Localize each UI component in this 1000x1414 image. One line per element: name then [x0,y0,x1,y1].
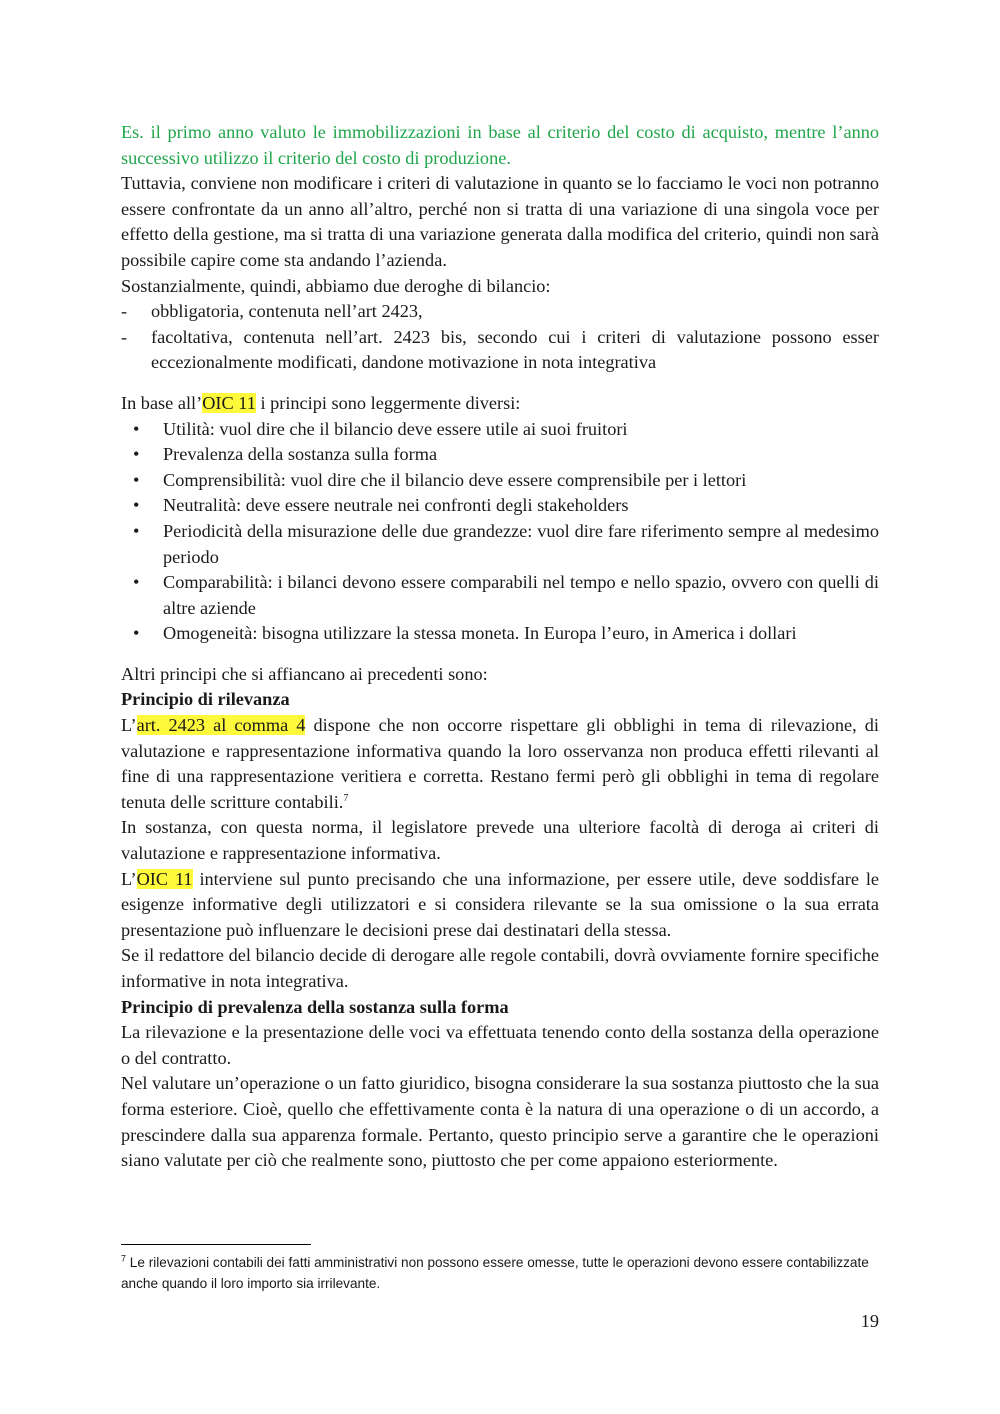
bullet-marker: • [133,520,140,541]
paragraph: Se il redattore del bilancio decide di derogare alle regole contabili, dovrà ovviamente fornire specifiche informative in nota integrativa. [121,945,879,991]
bullet-marker: • [133,418,140,439]
paragraph: Altri principi che si affiancano ai precedenti sono: [121,663,488,684]
bullet-marker: • [133,572,140,593]
example-paragraph: Es. il primo anno valuto le immobilizzazioni in base al criterio del costo di acquisto, mentre l’anno successivo utilizzo il criterio del costo di produzione. [121,122,879,168]
highlighted-text: OIC 11 [202,392,256,413]
paragraph: In sostanza, con questa norma, il legislatore prevede una ulteriore facoltà di deroga ai criteri di valutazione e rappresentazione informativa. [121,817,879,864]
paragraph: La rilevazione e la presentazione delle voci va effettuata tenendo conto della sostanza della operazione o del contratto. [121,1022,879,1068]
list-item: - obbligatoria, contenuta nell’art 2423, [121,299,879,325]
paragraph: Tuttavia, conviene non modificare i criteri di valutazione in quanto se lo facciamo le voci non potranno essere confrontate da un anno all’altro, perché non si tratta di una variazione di una singola voce per effetto della gestione, ma si tratta di una variazione generata dalla modifica del criterio, quindi non sarà possibile capire come sta andando l’azienda. [121,173,879,270]
bullet-marker: • [133,469,140,490]
highlighted-text: art. 2423 al comma 4 [136,715,306,736]
bullet-marker: • [133,444,140,465]
paragraph: Nel valutare un’operazione o un fatto giuridico, bisogna considerare la sua sostanza piuttosto che la sua forma esteriore. Cioè, quello che effettivamente conta è la natura di una operazione o di un accordo, a prescindere dalla sua apparenza formale. Pertanto, questo principio serve a garantire che le operazioni siano valutate per ciò che realmente sono, piuttosto che per come appaiono esteriormente. [121,1073,879,1171]
section-heading: Principio di rilevanza [121,689,290,710]
paragraph: L’art. 2423 al comma 4 dispone che non occorre rispettare gli obblighi in tema di rilevazione, di valutazione e rappresentazione informativa quando la loro osservanza non produca effetti rilevanti al fine di una rappresentazione veritiera e corretta. Restano fermi però gli obblighi in tema di regolare tenuta delle scritture contabili.$^7$ [121,715,879,812]
footnote: $^7$ Le rilevazioni contabili dei fatti amministrativi non possono essere omesse, tutte le operazioni devono essere contabilizzate anche quando il loro importo sia irrilevante. [121,1253,869,1291]
list-item: • Utilità: vuol dire che il bilancio deve essere utile ai suoi fruitori [121,417,879,443]
footnote-separator [121,1244,311,1245]
paragraph: Sostanzialmente, quindi, abbiamo due deroghe di bilancio: [121,275,551,296]
list-item: • Comprensibilità: vuol dire che il bilancio deve essere comprensibile per i lettori [121,468,879,494]
derogation-list [121,299,879,376]
bullet-marker: • [133,623,140,644]
highlighted-text: OIC 11 [136,868,193,889]
paragraph: L’OIC 11 interviene sul punto precisando che una informazione, per essere utile, deve soddisfare le esigenze informative degli utilizzatori e si considera rilevante se la sua omissione o la sua errata presentazione può influenzare le decisioni prese dai destinatari della stessa. [121,868,880,940]
section-heading: Principio di prevalenza della sostanza sulla forma [121,996,509,1017]
list-item: • Neutralità: deve essere neutrale nei confronti degli stakeholders [121,493,879,519]
list-item: • Periodicità della misurazione delle due grandezze: vuol dire fare riferimento sempre al medesimo periodo [133,520,879,567]
page-body [121,120,879,1174]
list-item: • Omogeneità: bisogna utilizzare la stessa moneta. In Europa l’euro, in America i dollari [121,621,879,647]
list-item: • Comparabilità: i bilanci devono essere comparabili nel tempo e nello spazio, ovvero con quelli di altre aziende [133,572,879,618]
footnote-ref[interactable]: 7 [343,792,349,804]
footnote-number: 7 [121,1253,127,1264]
principles-list [121,417,879,647]
list-item: - facoltativa, contenuta nell’art. 2423 bis, secondo cui i criteri di valutazione possono esser eccezionalmente modificati, dandone motivazione in nota integrativa [121,326,879,373]
oic-intro: In base all’OIC 11 i principi sono leggermente diversi: [121,392,521,413]
bullet-marker: • [133,495,140,516]
dash-marker: - [121,326,128,347]
list-item: • Prevalenza della sostanza sulla forma [121,442,879,468]
page-number: 19 [860,1311,879,1331]
dash-marker: - [121,301,128,322]
